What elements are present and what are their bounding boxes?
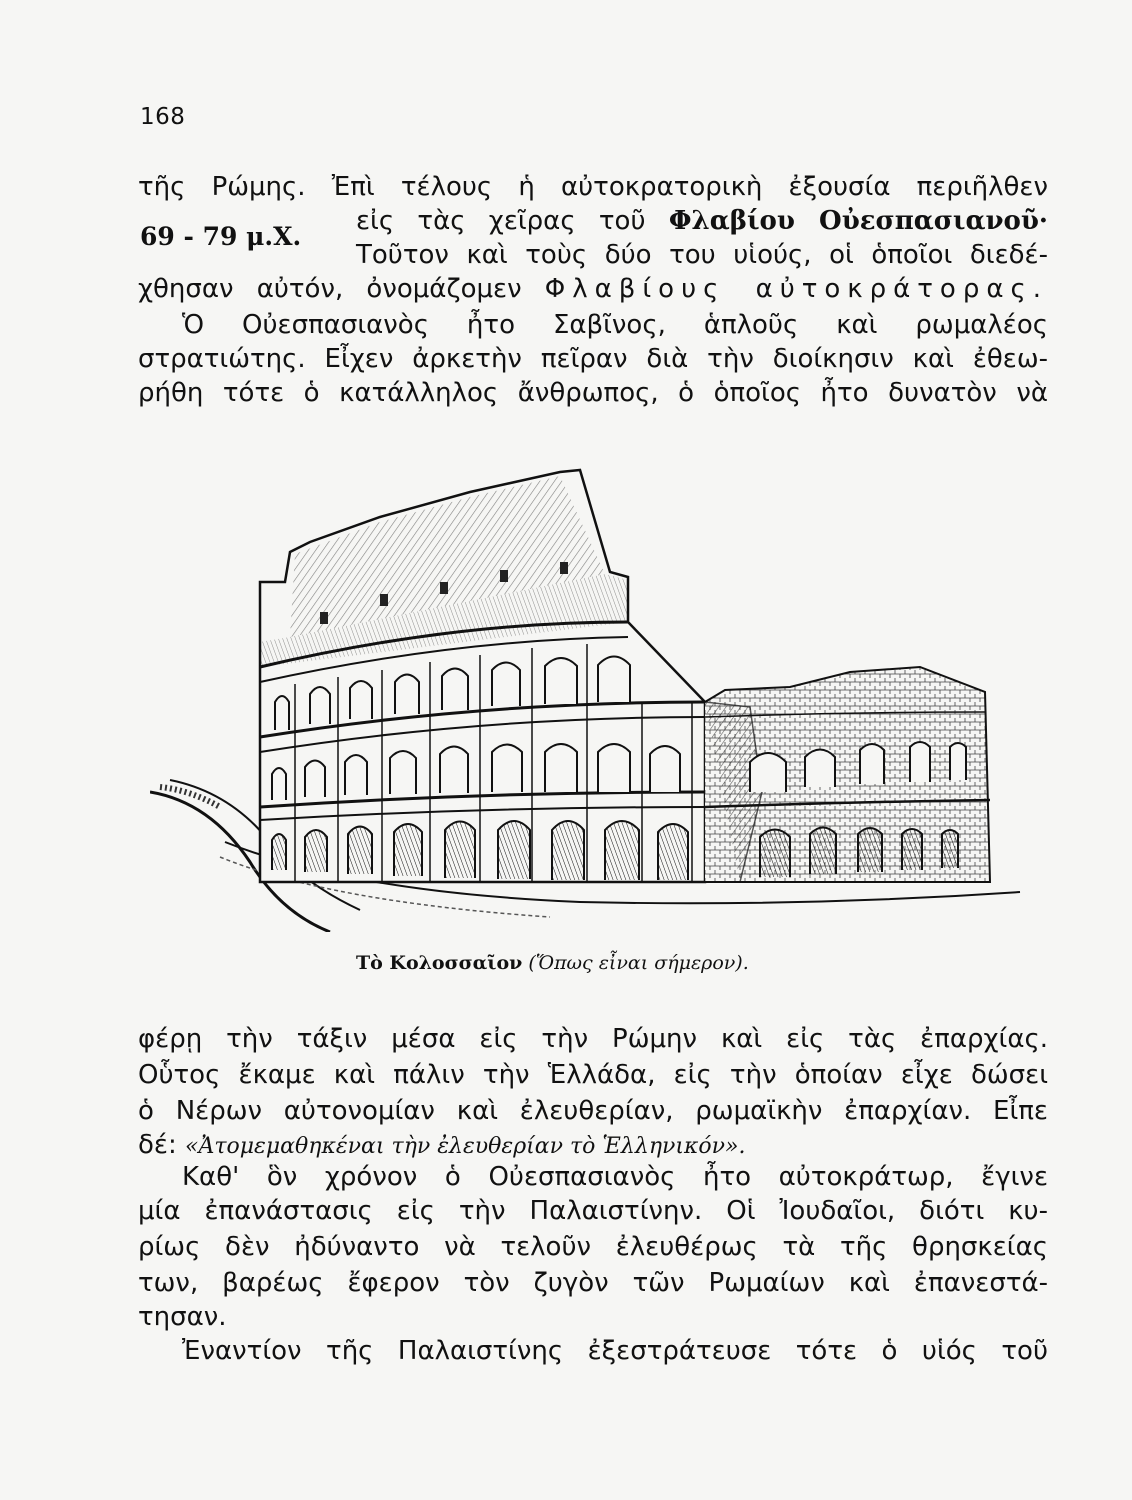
text-line: Οὗτος ἔκαμε καὶ πάλιν τὴν Ἑλλάδα, εἰς τὴν ὁποίαν εἶχε δώσει — [138, 1060, 1048, 1090]
text-line: των, βαρέως ἔφερον τὸν ζυγὸν τῶν Ρωμαίων καὶ ἐπανεστά- — [138, 1268, 1048, 1298]
margin-date-note: 69 - 79 μ.Χ. — [140, 222, 302, 251]
caption-sub: (Ὅπως εἶναι σήμερον). — [528, 952, 749, 974]
text-line — [356, 204, 1048, 238]
text-line — [138, 1128, 1048, 1164]
text-line: μία ἐπανάστασις εἰς τὴν Παλαιστίνην. Οἱ Ἰουδαῖοι, διότι κυ- — [138, 1196, 1048, 1226]
text-line: Ἐναντίον τῆς Παλαιστίνης ἐξεστράτευσε τότε ὁ υἱός τοῦ — [182, 1336, 1048, 1366]
text-line: τῆς Ρώμης. Ἐπὶ τέλους ἡ αὐτοκρατορικὴ ἐξουσία περιῆλθεν — [138, 172, 1048, 202]
quote-italic: «Ἀτομεμαθηκέναι τὴν ἐλευθερίαν τὸ Ἑλληνικόν». — [185, 1134, 746, 1159]
text-line: Καθ' ὃν χρόνον ὁ Οὐεσπασιανὸς ἦτο αὐτοκράτωρ, ἔγινε — [182, 1162, 1048, 1192]
text-line — [138, 272, 1048, 306]
text-line: ρήθη τότε ὁ κατάλληλος ἄνθρωπος, ὁ ὁποῖος ἦτο δυνατὸν νὰ — [138, 378, 1048, 408]
spaced-emphasis: Φλαβίους αὐτοκράτορας. — [544, 274, 1048, 304]
text-line: στρατιώτης. Εἶχεν ἀρκετὴν πεῖραν διὰ τὴν διοίκησιν καὶ ἐθεω- — [138, 344, 1048, 374]
page-number: 168 — [140, 104, 186, 130]
text-line: Ὁ Οὐεσπασιανὸς ἦτο Σαβῖνος, ἁπλοῦς καὶ ρωμαλέος — [182, 310, 1048, 340]
text-line: τησαν. — [138, 1302, 227, 1332]
text-segment: εἰς τὰς χεῖρας τοῦ — [356, 206, 669, 236]
figure-caption — [356, 952, 749, 974]
caption-main: Τὸ Κολοσσαῖον — [356, 952, 523, 974]
text-line: ὁ Νέρων αὐτονομίαν καὶ ἐλευθερίαν, ρωμαϊκὴν ἐπαρχίαν. Εἶπε — [138, 1096, 1048, 1126]
text-line: Τοῦτον καὶ τοὺς δύο του υἱούς, οἱ ὁποῖοι διεδέ- — [356, 240, 1048, 270]
colosseum-illustration — [150, 462, 1040, 932]
text-line: ρίως δὲν ἠδύναντο νὰ τελοῦν ἐλευθέρως τὰ τῆς θρησκείας — [138, 1232, 1048, 1262]
name-emphasis: Φλαβίου Οὐεσπασιανοῦ· — [668, 206, 1048, 236]
text-segment: δέ: — [138, 1130, 185, 1160]
text-line: φέρῃ τὴν τάξιν μέσα εἰς τὴν Ρώμην καὶ εἰς τὰς ἐπαρχίας. — [138, 1024, 1048, 1054]
text-segment: χθησαν αὐτόν, ὀνομάζομεν — [138, 274, 545, 304]
